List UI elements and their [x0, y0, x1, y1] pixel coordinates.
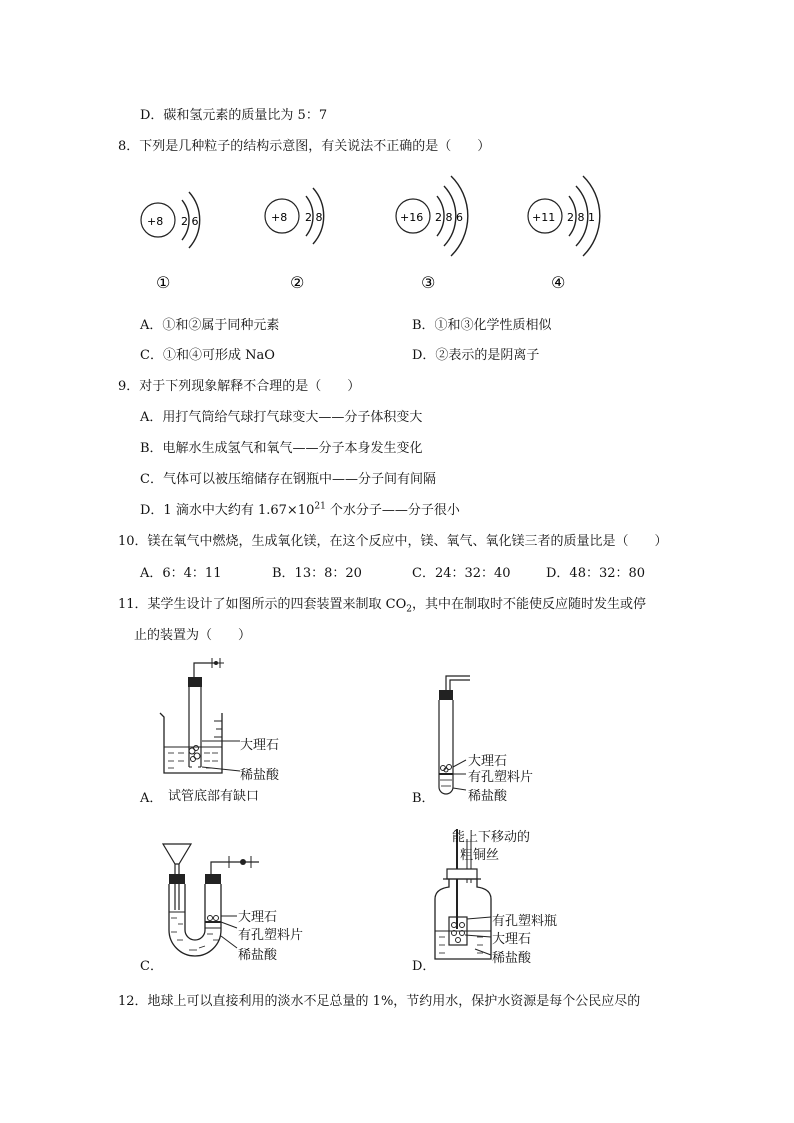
atom-2-shells: 2 8 [305, 211, 323, 224]
c-plate-label: 有孔塑料片 [238, 928, 304, 943]
q9-option-d-exp: 21 [314, 501, 326, 512]
atom-3-shells: 2 8 6 [435, 211, 463, 224]
d-bottle-label: 有孔塑料瓶 [492, 914, 558, 929]
q9-option-a: A．用打气筒给气球打气球变大——分子体积变大 [140, 410, 423, 425]
atom-2-label: ② [290, 273, 305, 292]
q9-option-d-post: 个水分子——分子很小 [325, 503, 460, 518]
q8-stem: 8．下列是几种粒子的结构示意图，有关说法不正确的是（ ） [118, 139, 491, 154]
atom-diagram-1 [141, 192, 200, 248]
a-marble-label: 大理石 [240, 738, 280, 753]
b-acid-label: 稀盐酸 [468, 789, 508, 804]
q10-option-c: C．24：32：40 [412, 566, 511, 581]
q8-option-a: A．①和②属于同种元素 [140, 318, 280, 333]
c-acid-label: 稀盐酸 [238, 948, 278, 963]
atom-4-nucleus: +11 [532, 211, 556, 224]
q10-option-a: A．6：4：11 [140, 566, 222, 581]
d-wire-label-2: 粗铜丝 [460, 848, 500, 863]
q9-option-d [140, 499, 460, 518]
atom-1-nucleus: +8 [147, 215, 164, 228]
apparatus-a [150, 655, 250, 780]
q8-option-b: B．①和③化学性质相似 [412, 318, 552, 333]
atom-3-label: ③ [421, 273, 436, 292]
atom-diagram-2 [265, 188, 324, 244]
q11-stem [118, 593, 646, 615]
q11-stem-line2: 止的装置为（ ） [134, 628, 252, 643]
q9-option-d-pre: D．1 滴水中大约有 1.67×10 [140, 503, 315, 518]
atom-4-label: ④ [551, 273, 566, 292]
q9-option-b: B．电解水生成氢气和氧气——分子本身发生变化 [140, 441, 423, 456]
q8-option-c: C．①和④可形成 NaO [140, 348, 275, 363]
q10-option-d: D．48：32：80 [546, 566, 646, 581]
atom-3-nucleus: +16 [400, 211, 424, 224]
b-plate-label: 有孔塑料片 [468, 770, 534, 785]
q11-stem-sub: 2 [406, 604, 413, 615]
q9-stem: 9．对于下列现象解释不合理的是（ ） [118, 379, 361, 394]
q12-stem: 12．地球上可以直接利用的淡水不足总量的 1%，节约用水，保护水资源是每个公民应尽的 [118, 994, 641, 1009]
c-letter: C． [140, 959, 163, 974]
atom-diagram-3 [396, 176, 468, 256]
q11-stem-pre: 11．某学生设计了如图所示的四套装置来制取 CO [118, 597, 407, 612]
atom-diagram-4 [528, 176, 600, 256]
d-letter: D． [412, 959, 436, 974]
atom-4-shells: 2 8 1 [567, 211, 595, 224]
d-acid-label: 稀盐酸 [492, 951, 532, 966]
q7-option-d: D．碳和氢元素的质量比为 5：7 [140, 108, 328, 123]
atom-2-nucleus: +8 [271, 211, 288, 224]
b-marble-label: 大理石 [468, 754, 508, 769]
q9-option-c: C．气体可以被压缩储存在钢瓶中——分子间有间隔 [140, 472, 436, 487]
q11-stem-post: ，其中在制取时不能使反应随时发生或停 [412, 597, 647, 612]
q8-option-d: D．②表示的是阴离子 [412, 348, 540, 363]
a-letter: A． [140, 791, 163, 806]
q10-option-b: B．13：8：20 [272, 566, 362, 581]
atom-diagrams [120, 168, 620, 293]
atom-1-shells: 2 6 [181, 215, 199, 228]
d-marble-label: 大理石 [492, 932, 532, 947]
d-wire-label-1: 能上下移动的 [452, 830, 531, 845]
b-letter: B． [412, 791, 435, 806]
a-note: 试管底部有缺口 [168, 789, 260, 804]
q10-stem: 10．镁在氧气中燃烧，生成氧化镁，在这个反应中，镁、氧气、氧化镁三者的质量比是（ ） [118, 534, 668, 549]
a-acid-label: 稀盐酸 [240, 768, 280, 783]
atom-1-label: ① [156, 273, 171, 292]
c-marble-label: 大理石 [238, 910, 278, 925]
